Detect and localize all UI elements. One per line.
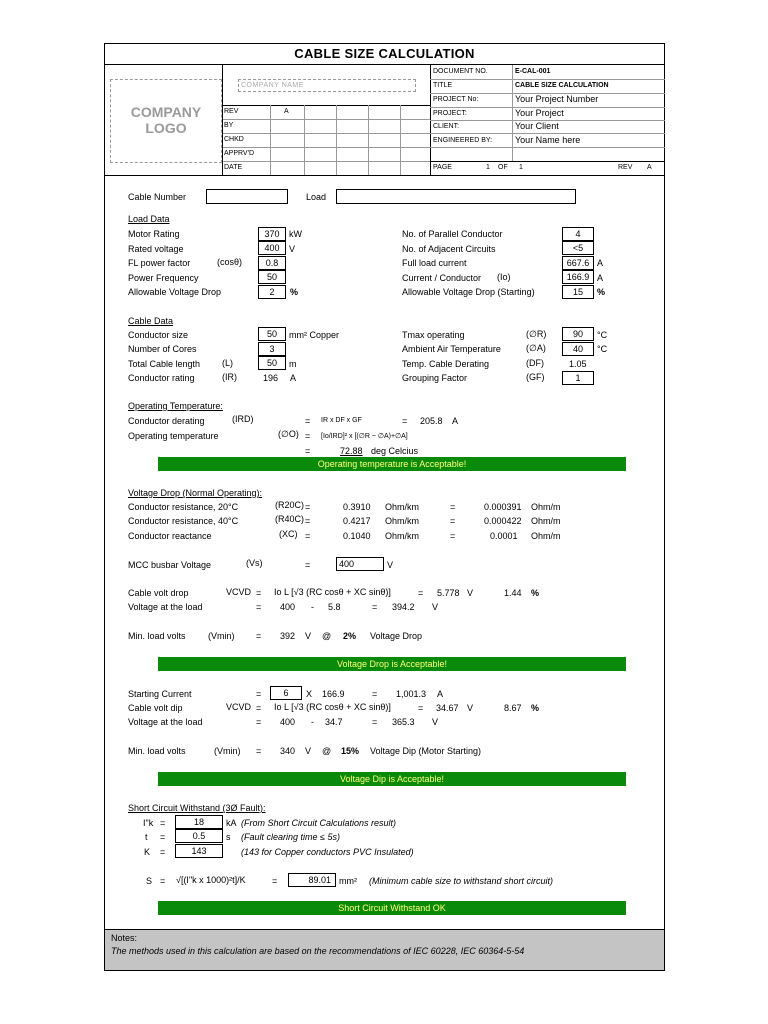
equals-sign: = [256,631,262,641]
frequency-input[interactable]: 50 [258,270,286,284]
notes-text: The methods used in this calculation are based on the recommendations of IEC 60228, IEC 60364-5-54 [111,946,525,956]
starting-multiplier-input[interactable]: 6 [270,686,302,700]
avds-label: Allowable Voltage Drop (Starting) [402,287,535,297]
mcc-symbol: (Vs) [246,558,263,568]
title-label: TITLE [433,82,453,89]
t-input[interactable]: 0.5 [175,829,223,843]
flc-unit: A [597,258,604,268]
equals-sign: = [372,717,378,727]
conductor-size-input[interactable]: 50 [258,327,286,341]
k-label: K [144,847,151,857]
avds-unit: % [597,287,606,297]
r40-value: 0.4217 [343,516,371,526]
cable-volt-drop-formula: Io L [√3 (RC cosθ + XC sinθ)] [274,587,391,597]
starting-current-value: 1,001.3 [396,689,427,699]
client-label: CLIENT: [433,123,460,130]
rev-value: A [284,108,289,115]
ik-input[interactable]: 18 [175,815,223,829]
r40-label: Conductor resistance, 40°C [128,516,239,526]
rating-unit: A [290,373,297,383]
cable-volt-drop-symbol: VCVD [226,587,252,597]
doc-no: E-CAL-001 [515,68,551,75]
t-label: t [145,832,148,842]
derating-value: 1.05 [569,359,587,369]
adjacent-input[interactable]: <5 [562,241,594,255]
avd-unit: % [290,287,299,297]
equals-sign: = [256,746,262,756]
conductor-size-unit: mm² Copper [289,330,340,340]
conductor-size-label: Conductor size [128,330,189,340]
equals-sign: = [305,416,311,426]
notes-label: Notes: [111,933,138,943]
grouping-label: Grouping Factor [402,373,468,383]
equals-sign: = [256,703,262,713]
voltage-at-load-label: Voltage at the load [128,602,203,612]
s-formula: √[(I"k x 1000)²t]/K [176,875,246,885]
avds-input[interactable]: 15 [562,285,594,299]
grouping-symbol: (GF) [526,372,545,382]
cable-volt-dip-unit: V [467,703,474,713]
r20-value: 0.3910 [343,502,371,512]
r20-unit: Ohm/km [385,502,420,512]
conductor-derating-symbol: (IRD) [232,414,254,424]
equals-sign: = [256,602,262,612]
ambient-input[interactable]: 40 [562,342,594,356]
operating-temp-label: Operating temperature [128,431,219,441]
voltage-dip-status-banner: Voltage Dip is Acceptable! [158,772,626,786]
mcc-input[interactable]: 400 [336,557,384,571]
pf-label: FL power factor [128,258,191,268]
r20m-unit: Ohm/m [531,502,561,512]
ik-note: (From Short Circuit Calculations result) [241,818,397,828]
page-of: OF [498,164,508,171]
starting-min-load-volts-pct: 15% [341,746,360,756]
tmax-unit: °C [597,330,608,340]
rated-voltage-input[interactable]: 400 [258,241,286,255]
tmax-input[interactable]: 90 [562,327,594,341]
engineered-by: Your Name here [515,135,581,145]
t-unit: s [226,832,231,842]
length-label: Total Cable length [128,359,201,369]
ik-label: I"k [143,818,154,828]
cable-volt-drop-unit: V [467,588,474,598]
frequency-label: Power Frequency [128,273,199,283]
cable-volt-drop-label: Cable volt drop [128,588,189,598]
adjacent-label: No. of Adjacent Circuits [402,244,496,254]
parallel-input[interactable]: 4 [562,227,594,241]
equals-sign: = [256,689,262,699]
equals-sign: = [402,416,408,426]
operating-temp-value: 72.88 [340,446,363,456]
page-number: 1 [486,164,490,171]
s-label: S [146,876,153,886]
length-unit: m [289,359,297,369]
minus-sign: - [311,602,314,612]
equals-sign: = [160,876,166,886]
starting-current-label: Starting Current [128,689,192,699]
min-load-volts-value: 392 [280,631,296,641]
page-label: PAGE [433,164,452,171]
xc-value: 0.1040 [343,531,371,541]
xcm-value: 0.0001 [490,531,518,541]
rating-value: 196 [263,373,279,383]
ambient-label: Ambient Air Temperature [402,344,501,354]
short-circuit-heading: Short Circuit Withstand (3Ø Fault): [128,803,266,813]
equals-sign: = [418,703,424,713]
load-data-heading: Load Data [128,214,170,224]
voltage-at-load-b: 5.8 [328,602,341,612]
tmax-symbol: (∅R) [526,329,547,339]
page-title: CABLE SIZE CALCULATION [104,43,665,65]
conductor-derating-formula: IR x DF x GF [321,417,362,424]
starting-voltage-at-load-unit: V [432,717,439,727]
s-unit: mm² [339,876,357,886]
conductor-derating-unit: A [452,416,459,426]
operating-temp-symbol: (∅O) [278,429,299,439]
equals-sign: = [450,516,456,526]
cpc-value: 166.9 [562,270,594,284]
load-label: Load [306,192,327,202]
length-symbol: (L) [222,358,233,368]
load-field[interactable] [336,189,576,204]
at-sign: @ [322,746,332,756]
rated-voltage-unit: V [289,244,296,254]
derating-label: Temp. Cable Derating [402,359,490,369]
xc-label: Conductor reactance [128,531,212,541]
operating-temp-formula: [Io/IRD]² x [(∅R − ∅A)+∅A] [321,433,408,440]
project-label: PROJECT: [433,110,467,117]
operating-temp-status-banner: Operating temperature is Acceptable! [158,457,626,471]
pf-symbol: (cosθ) [217,257,243,267]
operating-temp-heading: Operating Temperature: [128,401,223,411]
derating-symbol: (DF) [526,358,544,368]
equals-sign: = [418,588,424,598]
starting-voltage-at-load-value: 365.3 [392,717,415,727]
project-no: Your Project Number [515,94,599,104]
at-sign: @ [322,631,332,641]
min-load-volts-unit: V [305,631,312,641]
pf-input[interactable]: 0.8 [258,256,286,270]
equals-sign: = [272,876,278,886]
starting-min-load-volts-value: 340 [280,746,296,756]
cpc-symbol: (Io) [497,272,511,282]
min-load-volts-text: Voltage Drop [370,631,423,641]
motor-rating-input[interactable]: 370 [258,227,286,241]
engineered-label: ENGINEERED BY: [433,137,493,144]
length-input[interactable]: 50 [258,356,286,370]
cable-volt-drop-pct: 1.44 [504,588,522,598]
equals-sign: = [160,818,166,828]
ambient-symbol: (∅A) [526,343,546,353]
title-value: CABLE SIZE CALCULATION [515,82,609,89]
avd-input[interactable]: 2 [258,285,286,299]
r40m-unit: Ohm/m [531,516,561,526]
s-value: 89.01 [288,873,336,887]
equals-sign: = [450,531,456,541]
cable-volt-dip-symbol: VCVD [226,702,252,712]
company-logo: COMPANY LOGO [110,79,222,163]
equals-sign: = [305,516,311,526]
rating-symbol: (IR) [222,372,237,382]
cores-label: Number of Cores [128,344,197,354]
starting-voltage-at-load-b: 34.7 [325,717,343,727]
parallel-label: No. of Parallel Conductor [402,229,503,239]
client: Your Client [515,121,559,131]
min-load-volts-pct: 2% [343,631,357,641]
cable-volt-drop-pct-unit: % [531,588,540,598]
conductor-derating-value: 205.8 [420,416,443,426]
cable-volt-dip-value: 34.67 [436,703,459,713]
k-input[interactable]: 143 [175,844,223,858]
rev2-label: REV [618,164,633,171]
voltage-drop-status-banner: Voltage Drop is Acceptable! [158,657,626,671]
starting-min-load-volts-unit: V [305,746,312,756]
xcm-unit: Ohm/m [531,531,561,541]
operating-temp-unit: deg Celcius [371,446,419,456]
mcc-label: MCC busbar Voltage [128,560,212,570]
t-note: (Fault clearing time ≤ 5s) [241,832,340,842]
cable-number-label: Cable Number [128,192,187,202]
starting-min-load-volts-text: Voltage Dip (Motor Starting) [370,746,482,756]
apprvd-label: APPRV'D [224,150,254,157]
cable-volt-dip-formula: Io L [√3 (RC cosθ + XC sinθ)] [274,702,391,712]
equals-sign: = [372,602,378,612]
grouping-input[interactable]: 1 [562,371,594,385]
min-load-volts-symbol: (Vmin) [208,631,235,641]
cable-volt-drop-value: 5.778 [437,588,460,598]
rating-label: Conductor rating [128,373,195,383]
conductor-derating-label: Conductor derating [128,416,205,426]
equals-sign: = [256,588,262,598]
multiply-sign: X [306,689,313,699]
cable-volt-dip-label: Cable volt dip [128,703,183,713]
starting-min-load-volts-symbol: (Vmin) [214,746,241,756]
rated-voltage-label: Rated voltage [128,244,184,254]
cable-volt-dip-pct: 8.67 [504,703,522,713]
voltage-at-load-value: 394.2 [392,602,415,612]
xc-symbol: (XC) [279,529,298,539]
voltage-drop-heading: Voltage Drop (Normal Operating): [128,488,263,498]
equals-sign: = [305,431,311,441]
r20-symbol: (R20C) [275,500,305,510]
ambient-unit: °C [597,344,608,354]
doc-no-label: DOCUMENT NO. [433,68,488,75]
starting-min-load-volts-label: Min. load volts [128,746,186,756]
date-label: DATE [224,164,243,171]
equals-sign: = [305,560,311,570]
mcc-unit: V [387,560,394,570]
starting-voltage-at-load-a: 400 [280,717,296,727]
r40m-value: 0.000422 [484,516,522,526]
k-note: (143 for Copper conductors PVC Insulated) [241,847,414,857]
voltage-at-load-unit: V [432,602,439,612]
company-name: COMPANY NAME [238,79,416,92]
cable-number-field[interactable] [206,189,288,204]
page-total: 1 [519,164,523,171]
avd-label: Allowable Voltage Drop [128,287,222,297]
s-note: (Minimum cable size to withstand short circuit) [369,876,554,886]
equals-sign: = [160,832,166,842]
cpc-unit: A [597,273,604,283]
r40-unit: Ohm/km [385,516,420,526]
equals-sign: = [450,502,456,512]
r20m-value: 0.000391 [484,502,522,512]
project-no-label: PROJECT No: [433,96,479,103]
cpc-label: Current / Conductor [402,273,482,283]
cable-volt-dip-pct-unit: % [531,703,540,713]
tmax-label: Tmax operating [402,330,465,340]
rev-label: REV [224,108,239,115]
starting-current-unit: A [437,689,444,699]
r40-symbol: (R40C) [275,514,305,524]
equals-sign: = [305,502,311,512]
voltage-at-load-a: 400 [280,602,296,612]
ik-unit: kA [226,818,237,828]
rev2-value: A [647,164,652,171]
equals-sign: = [305,531,311,541]
equals-sign: = [372,689,378,699]
starting-io: 166.9 [322,689,345,699]
r20-label: Conductor resistance, 20°C [128,502,239,512]
xc-unit: Ohm/km [385,531,420,541]
chkd-label: CHKD [224,136,244,143]
motor-rating-unit: kW [289,229,302,239]
short-circuit-status-banner: Short Circuit Withstand OK [158,901,626,915]
starting-voltage-at-load-label: Voltage at the load [128,717,203,727]
equals-sign: = [305,446,311,456]
min-load-volts-label: Min. load volts [128,631,186,641]
motor-rating-label: Motor Rating [128,229,180,239]
equals-sign: = [160,847,166,857]
cable-data-heading: Cable Data [128,316,174,326]
project: Your Project [515,108,564,118]
flc-label: Full load current [402,258,467,268]
minus-sign: - [311,717,314,727]
flc-value: 667.6 [562,256,594,270]
cores-input[interactable]: 3 [258,342,286,356]
equals-sign: = [256,717,262,727]
by-label: BY [224,122,234,129]
